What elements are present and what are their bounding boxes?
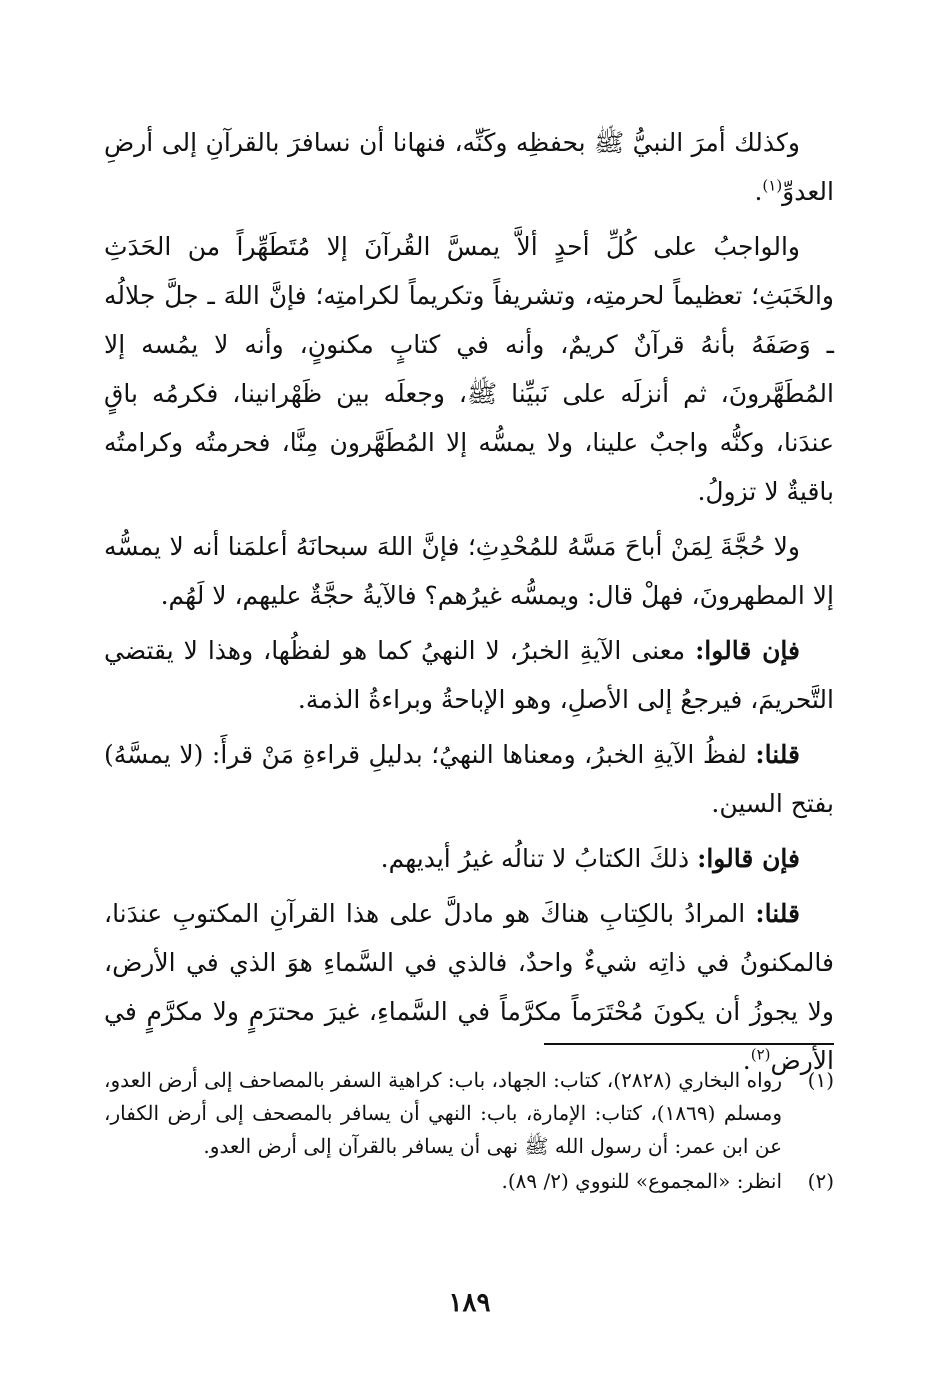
paragraph-3: ولا حُجَّةَ لِمَنْ أباحَ مَسَّهُ للمُحْدِثِ؛ فإنَّ اللهَ سبحانَهُ أعلمَنا أنه لا يمسُّه إلا المطهرونَ، فهلْ قال: ويمسُّه غيرُهم؟ فالآيةُ حجَّةٌ عليهم، لا لَهُم. [104,532,834,610]
footnote-separator [544,1043,834,1045]
reply-label: قلنا: [755,899,800,928]
main-text [104,118,834,1091]
footnote-number: (٢) [807,1169,834,1193]
objection-label: فإن قالوا: [697,844,800,873]
footnote-ref-2[interactable]: (٢) [750,1045,771,1064]
paragraph-5: قلنا: لفظُ الآيةِ الخبرُ، ومعناها النهيُ؛ بدليلِ قراءةِ مَنْ قرأَ: (لا يمسَّهُ) بفتح السين. [104,740,834,818]
footnotes [104,1064,834,1200]
paragraph-2: والواجبُ على كُلِّ أحدٍ ألاَّ يمسَّ القُرآنَ إلا مُتَطَهِّراً من الحَدَثِ والخَبَثِ؛ تعظيماً لحرمتِه، وتشريفاً وتكريماً لكرامتِه؛ فإنَّ اللهَ ـ جلَّ جلالُه ـ وَصَفَهُ بأنهُ قرآنٌ كريمٌ، وأنه في كتابٍ مكنونٍ، وأنه لا يمُسه إلا المُطَهَّرونَ، ثم أنزلَه على نَبيِّنا ﷺ، وجعلَه بين ظَهْرانينا، فكرمُه باقٍ عندَنا، وكنُّه واجبٌ علينا، ولا يمسُّه إلا المُطَهَّرون مِنَّا، فحرمتُه وكرامتُه باقيةٌ لا تزولُ. [104,232,834,506]
paragraph-4: فإن قالوا: معنى الآيةِ الخبرُ، لا النهيُ كما هو لفظُها، وهذا لا يقتضي التَّحريمَ، فيرجعُ إلى الأصلِ، وهو الإباحةُ وبراءةُ الذمة. [104,636,834,714]
paragraph-7: قلنا: المرادُ بالكِتابِ هناكَ هو مادلَّ على هذا القرآنِ المكتوبِ عندَنا، فالمكنونُ في ذاتِه شيءٌ واحدٌ، فالذي في السَّماءِ هوَ الذي في الأرض، ولا يجوزُ أن يكونَ مُحْتَرَماً مكرَّماً في السَّماءِ، غيرَ محترَمٍ ولا مكرَّمٍ في الأرض$^{(٢)}$. [104,899,834,1075]
paragraph-6: فإن قالوا: ذلكَ الكتابُ لا تنالُه غيرُ أيديهم. [380,844,800,873]
footnote-text: انظر: «المجموع» للنووي (٢/ ٨٩). [501,1169,782,1193]
footnote-text: رواه البخاري (٢٨٢٨)، كتاب: الجهاد، باب: كراهية السفر بالمصاحف إلى أرض العدو، ومسلم (١٨٦٩)، كتاب: الإمارة، باب: النهي أن يسافر بالمصحف إلى أرض الكفار، عن ابن عمر: أن رسول الله ﷺ نهى أن يسافر بالقرآن إلى أرض العدو. [104,1068,783,1158]
paragraph-1: وكذلك أمرَ النبيُّ ﷺ بحفظِه وكَنِّه، فنهانا أن نسافرَ بالقرآنِ إلى أرضِ العدوِّ$^{(١)}$. [104,128,834,206]
page-number: ١٨٩ [448,1288,491,1318]
footnote-ref-1[interactable]: (١) [762,176,783,195]
reply-label: قلنا: [755,740,800,769]
footnote-number: (١) [807,1068,834,1092]
objection-label: فإن قالوا: [695,636,800,665]
footnote-2 [104,1165,834,1198]
footnote-1 [104,1064,834,1163]
